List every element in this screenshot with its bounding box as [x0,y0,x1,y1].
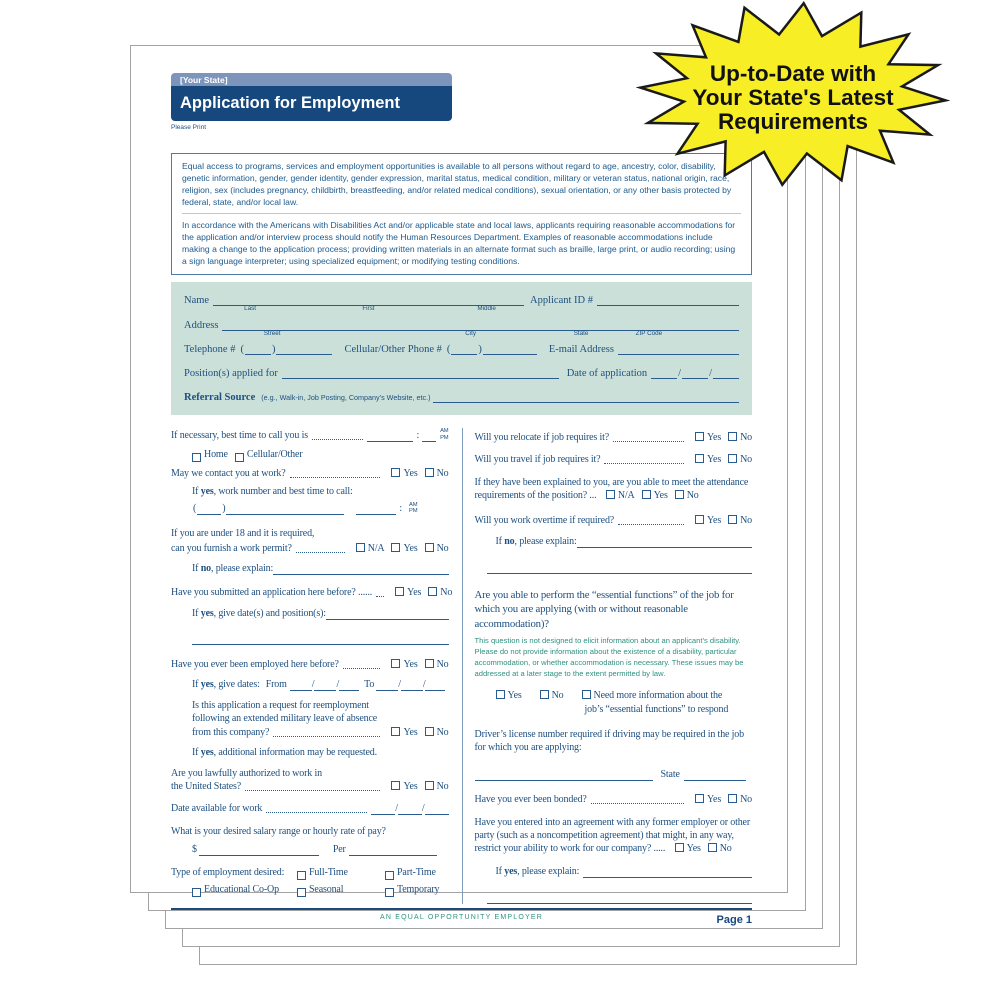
submitted-dates-row2 [192,634,449,645]
checkbox-travel-no[interactable] [728,454,737,463]
disability-note: This question is not designed to elicit information about an applicant’s disability. Please do not provide information about the existence of a disability, particular accommodation, or whether accommodation is necessary. These issues may be addressed at a later stage to the extent permitted by law. [474,636,744,679]
address-label: Address [184,320,219,332]
date-yy-line[interactable] [713,368,739,379]
referral-line[interactable] [433,392,739,403]
checkbox-noncompete-no[interactable] [708,843,717,852]
to-mm-line[interactable] [376,680,398,691]
cellular-area-line[interactable] [451,344,477,355]
checkbox-essential-no[interactable] [540,690,549,699]
dotted-leader [312,439,364,440]
checkbox-essential-yes[interactable] [496,690,505,699]
per-line[interactable] [349,845,437,856]
phone-email-row: Telephone # ( ) Cellular/Other Phone # ( ) E-mail Address [184,344,739,355]
checkbox-cellular-other[interactable] [235,453,244,462]
reemployment-line2: following an extended military leave of absence [192,713,378,725]
checkbox-relocate-no[interactable] [728,432,737,441]
date-mm-line[interactable] [651,368,677,379]
form-title: Application for Employment [171,86,452,121]
address-row [184,320,739,338]
questions-right-column [462,428,753,904]
to-yy-line[interactable] [425,680,445,691]
salary-line[interactable] [199,845,319,856]
under-18-line1: If you are under 18 and it is required, [171,528,315,540]
checkbox-overtime-no[interactable] [728,515,737,524]
date-available-row: Date available for work / / [171,802,449,815]
form-footer [171,908,752,932]
checkbox-work-permit-yes[interactable] [391,543,400,552]
pm-label: PM [440,434,449,441]
questions-section [171,428,752,904]
referral-hint: (e.g., Walk-in, Job Posting, Company’s Website, etc.) [261,393,431,403]
reemployment-question-row: from this company? Yes No [192,726,449,738]
checkbox-employed-yes[interactable] [391,659,400,668]
checkbox-authorized-yes[interactable] [391,781,400,790]
noncompete-explain-line[interactable] [583,867,752,878]
checkbox-seasonal[interactable] [297,888,306,897]
avail-dd-line[interactable] [398,804,422,815]
checkbox-contact-work-no[interactable] [425,468,434,477]
checkbox-travel-yes[interactable] [695,454,704,463]
overtime-explain-row2 [475,563,753,574]
checkbox-attendance-yes[interactable] [642,490,651,499]
checkbox-essential-need-info[interactable] [582,690,591,699]
sublabel-state: State [573,330,589,338]
travel-row: Will you travel if job requires it? Yes No [474,454,752,466]
from-yy-line[interactable] [339,680,359,691]
reemployment-line1: Is this application a request for reemployment [192,700,369,712]
permit-no-explain-row: If no, please explain: [192,562,449,575]
state-tab: [Your State] [171,73,452,86]
checkbox-employed-no[interactable] [425,659,434,668]
referral-row [184,392,739,403]
overtime-explain-line2[interactable] [487,563,753,574]
employed-before-row: Have you ever been employed here before? Yes No [171,659,449,671]
checkbox-overtime-yes[interactable] [695,515,704,524]
telephone-number-line[interactable] [276,344,332,355]
checkbox-authorized-no[interactable] [425,781,434,790]
work-permit-row: can you furnish a work permit? N/A Yes No [171,543,449,555]
license-row: State [475,768,753,781]
noncompete-question: Have you entered into an agreement with any former employer or other party (such as a noncompetition agreement) that might, in any way, restrict your ability to work for our company? ..... Yes No [474,816,751,855]
essential-answer-line2: job’s “essential functions” to respond [584,704,729,716]
work-time-line[interactable] [356,504,396,515]
bonded-row: Have you ever been bonded? Yes No [474,793,752,805]
checkbox-attendance-no[interactable] [675,490,684,499]
noncompete-explain-row: If yes, please explain: [496,865,753,878]
avail-mm-line[interactable] [371,804,395,815]
from-dd-line[interactable] [314,680,336,691]
sublabel-zip: ZIP Code [635,330,663,338]
position-row: Position(s) applied for Date of application / / [184,368,739,379]
checkbox-relocate-yes[interactable] [695,432,704,441]
position-label: Position(s) applied for [184,368,278,380]
telephone-label: Telephone # [184,344,236,356]
essential-functions-question: Are you able to perform the “essential functions” of the job for which you are applying (with or without reasonable accommodation)? [474,588,734,630]
noncompete-explain-line2[interactable] [487,893,753,904]
submitted-before-row: Have you submitted an application here before? ...... Yes No [171,587,453,599]
checkbox-reemployment-yes[interactable] [391,727,400,736]
address-input-line[interactable] [222,320,739,338]
license-number-line[interactable] [475,770,653,781]
sublabel-first: First [362,305,375,313]
attendance-question: If they have been explained to you, are you able to meet the attendance requirements of the position? ... N/A Yes No [474,477,749,502]
page-number: Page 1 [716,914,752,927]
best-time-line[interactable] [367,431,413,442]
work-number-line[interactable] [226,504,344,515]
equal-access-paragraph: Equal access to programs, services and employment opportunities is available to all persons without regard to age, ancestry, color, disability, genetic information, gender, gender identity, gender expression, marital status, medical condition, military or veteran status, national origin, race, religion, sex (includes pregnancy, childbirth, breastfeeding, and/or related medical conditions), sexual orientation, or any other basis protected by federal, state, and/or local law. [182,161,732,208]
submitted-dates-row: If yes, give date(s) and position(s): [192,607,449,620]
cellular-label: Cellular/Other Phone # [344,344,442,356]
checkbox-bonded-no[interactable] [728,794,737,803]
badge-text: Up-to-Date with Your State's Latest Requirements [692,60,894,135]
checkbox-attendance-na[interactable] [606,490,615,499]
overtime-no-explain-row: If no, please explain: [496,535,753,548]
name-label: Name [184,295,210,307]
authorized-question-row: the United States? Yes No [171,781,449,792]
checkbox-bonded-yes[interactable] [695,794,704,803]
checkbox-educational-coop[interactable] [192,888,201,897]
overtime-row: Will you work overtime if required? Yes No [474,514,752,526]
if-yes-work-number: If yes, work number and best time to call: [192,485,353,497]
sublabel-street: Street [263,330,281,338]
email-label: E-mail Address [548,344,614,356]
permit-explain-line[interactable] [273,564,448,575]
checkbox-noncompete-yes[interactable] [675,843,684,852]
essential-answer-row: Yes No Need more information about the [475,689,753,702]
date-dd-line[interactable] [682,368,708,379]
cellular-number-line[interactable] [483,344,537,355]
best-time-line2[interactable] [422,431,436,442]
starburst-badge [636,0,950,192]
avail-yy-line[interactable] [425,804,449,815]
work-number-row: ( ) : AM PM [193,501,418,515]
questions-left-column [171,428,462,904]
telephone-area-line[interactable] [245,344,271,355]
contact-at-work-row: May we contact you at work? Yes No [171,467,449,479]
checkbox-submitted-yes[interactable] [395,587,404,596]
submitted-dates-line[interactable] [326,609,449,620]
reemployment-info-note: If yes, additional information may be requested. [192,746,377,758]
checkbox-submitted-no[interactable] [428,587,437,596]
noncompete-explain-row2 [475,893,753,904]
best-time-row: If necessary, best time to call you is : AM PM [171,428,449,441]
employment-type-section: Type of employment desired: Full-Time Part-Time Educational Co-Op Seasonal Temporary [171,867,440,896]
salary-row: $ Per [192,843,449,856]
to-dd-line[interactable] [401,680,423,691]
checkbox-contact-work-yes[interactable] [391,468,400,477]
applicant-id-label: Applicant ID # [530,295,593,307]
checkbox-full-time[interactable] [297,871,306,880]
name-row [184,295,739,313]
overtime-explain-line[interactable] [577,537,752,548]
from-mm-line[interactable] [290,680,312,691]
position-line[interactable] [282,368,559,379]
salary-question: What is your desired salary range or hourly rate of pay? [171,826,386,837]
sublabel-city: City [465,330,477,338]
call-location-row: Home Cellular/Other [192,448,449,461]
email-line[interactable] [618,344,739,355]
sublabel-last: Last [244,305,257,313]
referral-label: Referral Source [184,392,256,404]
checkbox-work-permit-no[interactable] [425,543,434,552]
authorized-line1: Are you lawfully authorized to work in [171,767,322,779]
employed-dates-row: If yes, give dates: From / / To / / [192,678,449,691]
checkbox-home[interactable] [192,453,201,462]
applicant-info-section [171,282,752,415]
sublabel-middle: Middle [477,305,496,313]
am-label: AM [440,428,449,435]
equal-opportunity-text: AN EQUAL OPPORTUNITY EMPLOYER [379,914,544,922]
employment-type-label: Type of employment desired: [171,867,285,879]
checkbox-temporary[interactable] [385,888,394,897]
work-area-line[interactable] [197,504,221,515]
checkbox-part-time[interactable] [385,871,394,880]
license-question: Driver’s license number required if driving may be required in the job for which you are applying: [474,728,745,753]
date-of-application-label: Date of application [566,368,648,380]
submitted-dates-line2[interactable] [192,634,449,645]
license-state-line[interactable] [684,770,746,781]
checkbox-work-permit-na[interactable] [356,543,365,552]
name-input-line[interactable] [213,295,524,313]
ada-paragraph: In accordance with the Americans with Disabilities Act and/or applicable state and local laws, applicants requiring reasonable accommodations for the application and/or interview process should notify the Human Resources Department. Examples of reasonable accommodations include making a change to the application process; providing written materials in an alternate format such as braille, large print, or audio recording; using a sign language interpreter; using specialized equipment; or modifying testing conditions. [182,213,741,267]
checkbox-reemployment-no[interactable] [425,727,434,736]
relocate-row: Will you relocate if job requires it? Yes No [474,432,752,444]
applicant-id-line[interactable] [597,295,739,306]
please-print-note: Please Print [171,124,207,131]
